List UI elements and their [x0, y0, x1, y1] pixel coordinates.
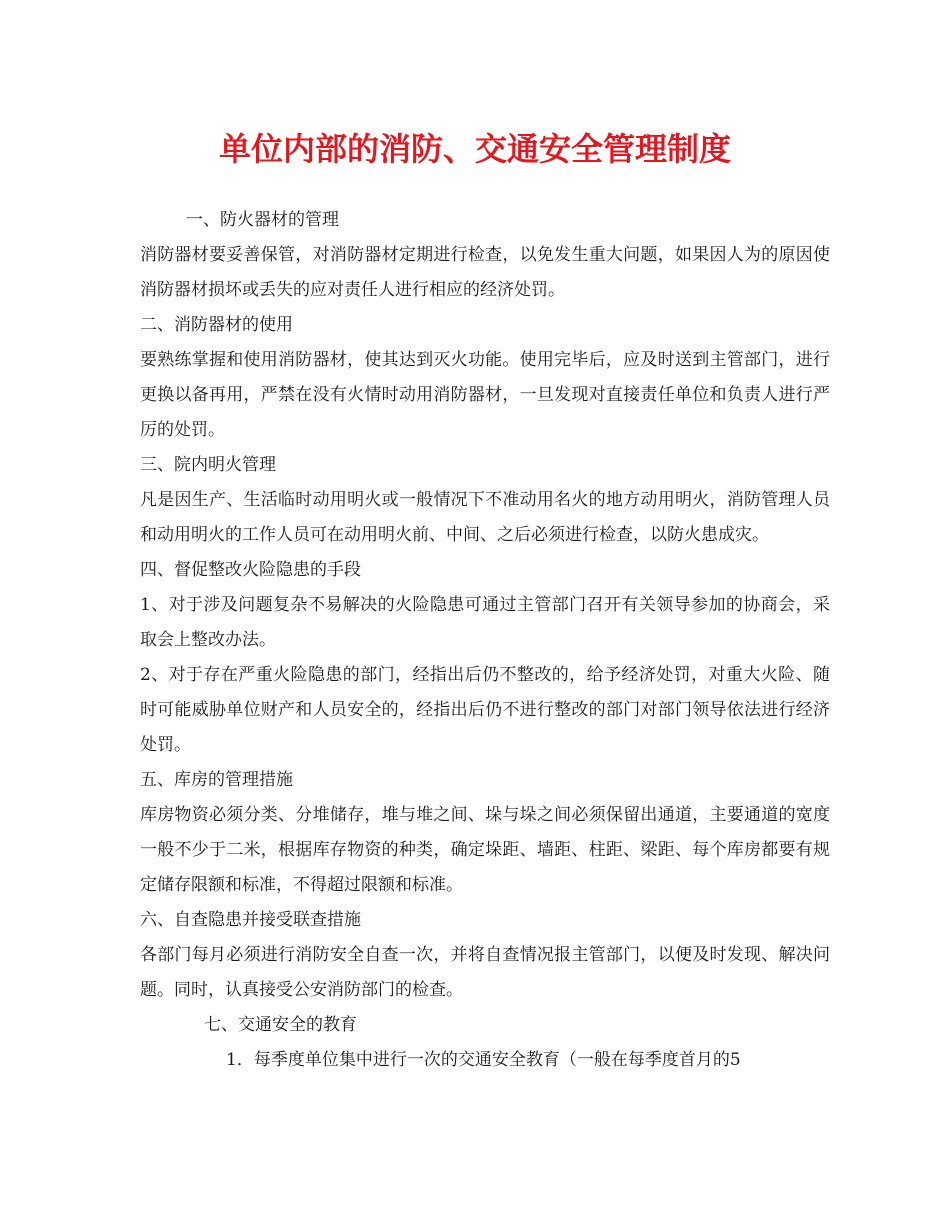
document-title: 单位内部的消防、交通安全管理制度 [218, 130, 731, 168]
section-heading: 六、自查隐患并接受联查措施 [140, 910, 361, 930]
document-body [140, 203, 830, 1078]
section-heading: 二、消防器材的使用 [140, 315, 293, 335]
section-heading: 四、督促整改火险隐患的手段 [140, 560, 361, 580]
section-heading: 一、防火器材的管理 [186, 210, 339, 230]
section-heading: 五、库房的管理措施 [140, 770, 293, 790]
list-item: 2、对于存在严重火险隐患的部门，经指出后仍不整改的，给予经济处罚，对重大火险、随时可能威胁单位财产和人员安全的，经指出后仍不进行整改的部门对部门领导依法进行经济处罚。 [140, 665, 830, 755]
section-paragraph: 库房物资必须分类、分堆储存，堆与堆之间、垛与垛之间必须保留出通道，主要通道的宽度一般不少于二米，根据库存物资的种类，确定垛距、墙距、柱距、梁距、每个库房都要有规定储存限额和标准，不得超过限额和标准。 [140, 805, 830, 895]
section-paragraph: 要熟练掌握和使用消防器材，使其达到灭火功能。使用完毕后，应及时送到主管部门，进行更换以备再用，严禁在没有火情时动用消防器材，一旦发现对直接责任单位和负责人进行严厉的处罚。 [140, 350, 830, 440]
list-item: 1．每季度单位集中进行一次的交通安全教育（一般在每季度首月的5 [226, 1050, 741, 1070]
section-paragraph: 各部门每月必须进行消防安全自查一次，并将自查情况报主管部门，以便及时发现、解决问题。同时，认真接受公安消防部门的检查。 [140, 945, 830, 1000]
section-paragraph: 凡是因生产、生活临时动用明火或一般情况下不准动用名火的地方动用明火，消防管理人员和动用明火的工作人员可在动用明火前、中间、之后必须进行检查，以防火患成灾。 [140, 490, 830, 545]
section-heading: 七、交通安全的教育 [204, 1015, 357, 1035]
section-paragraph: 消防器材要妥善保管，对消防器材定期进行检查，以免发生重大问题，如果因人为的原因使消防器材损坏或丢失的应对责任人进行相应的经济处罚。 [140, 245, 830, 300]
section-heading: 三、院内明火管理 [140, 455, 276, 475]
list-item: 1、对于涉及问题复杂不易解决的火险隐患可通过主管部门召开有关领导参加的协商会，采取会上整改办法。 [140, 595, 830, 650]
